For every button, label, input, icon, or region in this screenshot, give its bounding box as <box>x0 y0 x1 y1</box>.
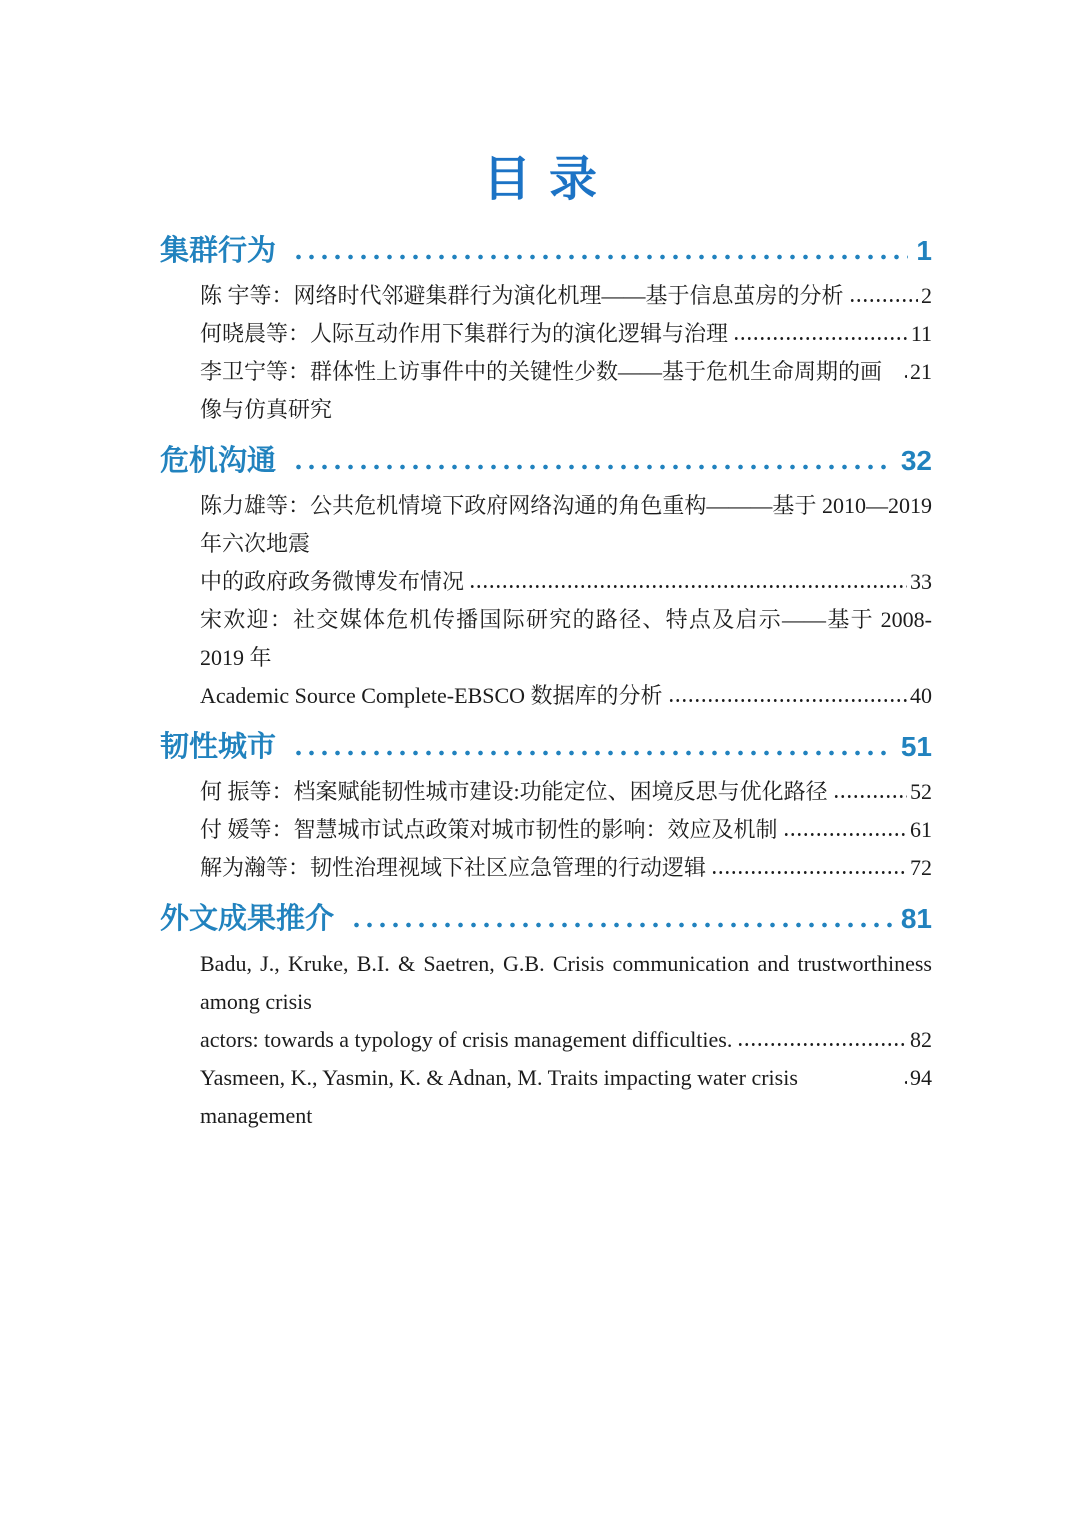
entry-page-number: 94 <box>910 1065 932 1090</box>
toc-entry[interactable] <box>200 849 932 887</box>
section-title: 韧性城市 <box>160 731 277 763</box>
entry-page-number: 40 <box>910 683 932 708</box>
entry-title-line: 宋欢迎：社交媒体危机传播国际研究的路径、特点及启示——基于 2008-2019 年 <box>200 607 932 670</box>
entry-title: 中的政府政务微博发布情况 <box>200 569 465 594</box>
section-title: 外文成果推介 <box>160 903 335 935</box>
leader-dots-icon <box>737 1042 907 1047</box>
leader-dots-icon <box>348 922 893 928</box>
section-page-number: 1 <box>916 235 932 266</box>
toc-entry[interactable] <box>200 773 932 811</box>
leader-dots-icon <box>903 1080 907 1085</box>
section-title: 危机沟通 <box>160 445 277 477</box>
toc-entry[interactable] <box>200 1059 932 1135</box>
leader-dots-icon <box>668 698 907 703</box>
entry-title: Yasmeen, K., Yasmin, K. & Adnan, M. Traits impacting water crisis management <box>200 1065 798 1128</box>
leader-dots-icon <box>711 870 907 875</box>
toc-entry[interactable] <box>200 277 932 315</box>
section-page-number: 81 <box>900 903 932 934</box>
entry-title: actors: towards a typology of crisis management difficulties. <box>200 1027 733 1052</box>
entry-title: 解为瀚等：韧性治理视域下社区应急管理的行动逻辑 <box>200 855 707 880</box>
entry-title: Academic Source Complete-EBSCO 数据库的分析 <box>200 683 663 708</box>
leader-dots-icon <box>833 794 907 799</box>
toc-entry[interactable] <box>200 945 932 1059</box>
section-heading-waiwenchengguo[interactable] <box>160 901 932 937</box>
entry-title: 何晓晨等：人际互动作用下集群行为的演化逻辑与治理 <box>200 321 729 346</box>
entry-title: 付 媛等：智慧城市试点政策对城市韧性的影响：效应及机制 <box>200 817 778 842</box>
toc-entry[interactable] <box>200 315 932 353</box>
entry-title-line: 陈力雄等：公共危机情境下政府网络沟通的角色重构———基于 2010—2019 年六次地震 <box>200 493 932 556</box>
leader-dots-icon <box>469 584 907 589</box>
entry-title: 陈 宇等：网络时代邻避集群行为演化机理——基于信息茧房的分析 <box>200 283 844 308</box>
entry-page-number: 11 <box>910 321 932 346</box>
entry-page-number: 72 <box>910 855 932 880</box>
entry-page-number: 2 <box>921 283 932 308</box>
leader-dots-icon <box>783 832 907 837</box>
entry-title-line: Badu, J., Kruke, B.I. & Saetren, G.B. Crisis communication and trustworthiness among crisis <box>200 951 932 1014</box>
leader-dots-icon <box>290 750 893 756</box>
entry-title: 李卫宁等：群体性上访事件中的关键性少数——基于危机生命周期的画像与仿真研究 <box>200 359 883 422</box>
leader-dots-icon <box>903 374 907 379</box>
section-title: 集群行为 <box>160 235 277 267</box>
section-page-number: 32 <box>900 445 932 476</box>
entry-page-number: 82 <box>910 1027 932 1052</box>
section-page-number: 51 <box>900 731 932 762</box>
toc-entry[interactable] <box>200 487 932 601</box>
entry-page-number: 21 <box>910 359 932 384</box>
leader-dots-icon <box>290 464 893 470</box>
section-heading-weijigoutong[interactable] <box>160 443 932 479</box>
toc-entry[interactable] <box>200 353 932 429</box>
leader-dots-icon <box>733 336 908 341</box>
table-of-contents <box>160 233 932 1135</box>
page-title <box>0 0 1080 209</box>
leader-dots-icon <box>849 298 918 303</box>
leader-dots-icon <box>290 254 908 260</box>
entry-page-number: 52 <box>910 779 932 804</box>
section-heading-renxingchengshi[interactable] <box>160 729 932 765</box>
toc-entry[interactable] <box>200 811 932 849</box>
page-title-text: 目录 <box>482 153 615 206</box>
entry-page-number: 61 <box>910 817 932 842</box>
section-heading-jiqunxingwei[interactable] <box>160 233 932 269</box>
toc-entry[interactable] <box>200 601 932 715</box>
entry-page-number: 33 <box>910 569 932 594</box>
entry-title: 何 振等：档案赋能韧性城市建设:功能定位、困境反思与优化路径 <box>200 779 828 804</box>
